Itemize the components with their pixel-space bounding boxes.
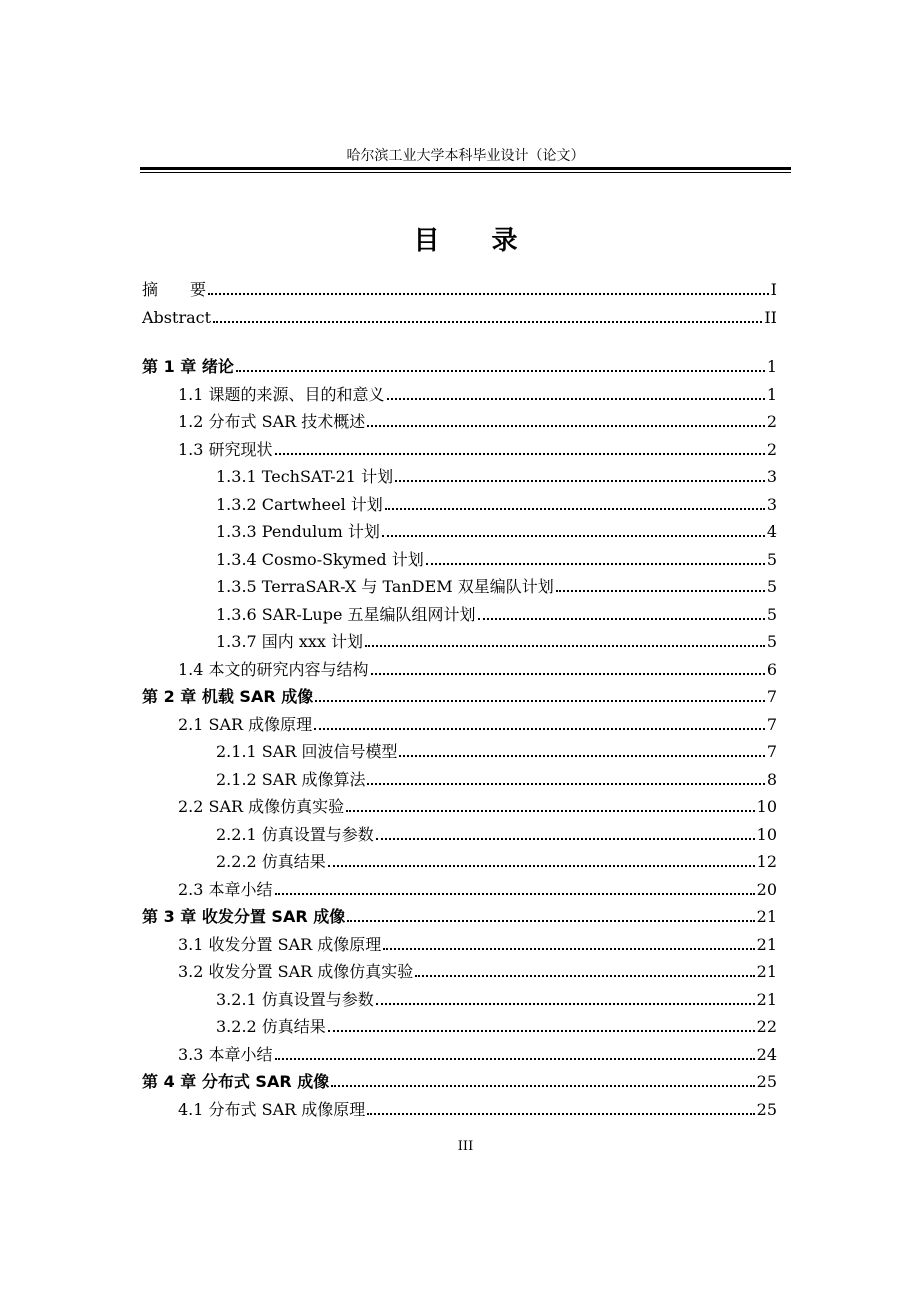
toc-entry-page: 4	[766, 522, 777, 541]
toc-entry-label: 1.3.7 国内 xxx 计划	[216, 632, 364, 651]
toc-entry-label: 第 3 章 收发分置 SAR 成像	[142, 907, 346, 926]
toc-entry[interactable]	[142, 305, 777, 329]
toc-entry-label: 2.1 SAR 成像原理	[178, 714, 313, 734]
toc-leader-dots	[213, 321, 762, 323]
toc-entry-label: 1.3.4 Cosmo-Skymed 计划	[216, 549, 424, 569]
toc-leader-dots	[367, 783, 764, 785]
toc-entry[interactable]	[216, 629, 777, 653]
toc-leader-dots	[371, 673, 765, 675]
toc-entry-label: 1.1 课题的来源、目的和意义	[178, 384, 385, 404]
toc-leader-dots	[556, 590, 765, 592]
toc-entry[interactable]	[178, 437, 777, 461]
toc-leader-dots	[383, 948, 754, 950]
toc-entry-page: 25	[756, 1072, 777, 1091]
toc-entry-label: 1.3.1 TechSAT-21 计划	[216, 467, 394, 486]
toc-entry[interactable]	[216, 987, 777, 1011]
toc-entry-label: 2.1.1 SAR 回波信号模型	[216, 742, 398, 761]
toc-leader-dots	[314, 728, 765, 730]
toc-entry[interactable]	[216, 1014, 777, 1038]
toc-leader-dots	[328, 1030, 755, 1032]
toc-entry-label: 2.2.2 仿真结果	[216, 852, 326, 871]
toc-entry[interactable]	[142, 684, 777, 708]
toc-entry-page: 10	[756, 824, 777, 844]
toc-entry-page: 25	[756, 1099, 777, 1119]
toc-entry-page: 7	[766, 714, 777, 734]
toc-entry[interactable]	[178, 712, 777, 736]
toc-leader-dots	[395, 480, 765, 482]
toc-entry-label: 2.3 本章小结	[178, 879, 273, 899]
toc-entry-label: 2.2.1 仿真设置与参数	[216, 824, 374, 844]
toc-entry-page: 5	[766, 577, 777, 596]
toc-leader-dots	[385, 508, 765, 510]
toc-leader-dots	[346, 810, 754, 812]
toc-leader-dots	[426, 563, 765, 565]
toc-entry-label: 3.2.1 仿真设置与参数	[216, 989, 374, 1009]
toc-entry-page: 21	[756, 934, 777, 954]
toc-leader-dots	[331, 1085, 754, 1087]
toc-entry[interactable]	[216, 822, 777, 846]
toc-entry[interactable]	[178, 877, 777, 901]
toc-entry[interactable]	[216, 849, 777, 873]
toc-leader-dots	[415, 975, 754, 977]
toc-entry[interactable]	[178, 657, 777, 681]
toc-entry[interactable]	[216, 767, 777, 791]
toc-entry-page: 2	[766, 412, 777, 431]
toc-entry-label: 第 2 章 机载 SAR 成像	[142, 687, 314, 706]
toc-entry[interactable]	[216, 574, 777, 598]
toc-entry-page: 3	[766, 467, 777, 486]
toc-leader-dots	[367, 425, 765, 427]
toc-entry-label: 1.3.2 Cartwheel 计划	[216, 494, 383, 514]
toc-leader-dots	[315, 700, 765, 702]
toc-entry-label: 2.2 SAR 成像仿真实验	[178, 797, 345, 816]
toc-leader-dots	[367, 1113, 754, 1115]
toc-entry-page: 21	[756, 907, 777, 926]
toc-entry-page: 21	[756, 989, 777, 1009]
toc-entry-page: 24	[756, 1044, 777, 1064]
toc-entry-page: 3	[766, 494, 777, 514]
toc-entry-label: 1.3.5 TerraSAR-X 与 TanDEM 双星编队计划	[216, 577, 554, 596]
toc-entry[interactable]	[142, 354, 777, 378]
toc-entry-page: 5	[766, 632, 777, 651]
toc-leader-dots	[236, 370, 765, 372]
toc-entry-page: 5	[766, 549, 777, 569]
toc-entry-page: I	[770, 280, 777, 299]
toc-entry-label: 3.3 本章小结	[178, 1044, 273, 1064]
toc-entry[interactable]	[178, 959, 777, 983]
toc-entry[interactable]	[178, 932, 777, 956]
toc-entry[interactable]	[216, 739, 777, 763]
toc-entry[interactable]	[178, 1097, 777, 1121]
toc-entry-page: 10	[756, 797, 777, 816]
toc-entry-page: 7	[766, 742, 777, 761]
toc-entry-label: 第 4 章 分布式 SAR 成像	[142, 1072, 330, 1091]
toc-entry-page: 2	[766, 439, 777, 459]
toc-leader-dots	[365, 645, 765, 647]
toc-entry-label: 3.2 收发分置 SAR 成像仿真实验	[178, 962, 414, 981]
toc-entry[interactable]	[142, 904, 777, 928]
toc-entry-label: 3.2.2 仿真结果	[216, 1017, 326, 1036]
running-header: 哈尔滨工业大学本科毕业设计（论文）	[346, 148, 585, 164]
toc-leader-dots	[382, 535, 765, 537]
toc-entry[interactable]	[178, 409, 777, 433]
toc-leader-dots	[275, 893, 755, 895]
toc-entry[interactable]	[178, 382, 777, 406]
toc-entry[interactable]	[216, 464, 777, 488]
toc-entry-label: 1.3.6 SAR-Lupe 五星编队组网计划	[216, 604, 476, 624]
toc-leader-dots	[376, 838, 755, 840]
toc-leader-dots	[208, 293, 769, 295]
toc-entry-page: 12	[756, 852, 777, 871]
toc-entry-page: 7	[766, 687, 777, 706]
toc-entry-label: 4.1 分布式 SAR 成像原理	[178, 1099, 366, 1119]
toc-leader-dots	[387, 398, 765, 400]
toc-leader-dots	[399, 755, 764, 757]
toc-entry-label: 3.1 收发分置 SAR 成像原理	[178, 934, 382, 954]
toc-entry[interactable]	[142, 1069, 777, 1093]
toc-leader-dots	[478, 618, 765, 620]
toc-entry-label: 1.3 研究现状	[178, 439, 273, 459]
toc-entry-page: 8	[766, 769, 777, 789]
toc-entry-page: 5	[766, 604, 777, 624]
toc-leader-dots	[376, 1003, 755, 1005]
toc-entry-page: 22	[756, 1017, 777, 1036]
toc-leader-dots	[275, 1058, 755, 1060]
toc-entry-label: Abstract	[142, 307, 212, 327]
toc-entry-label: 第 1 章 绪论	[142, 357, 234, 376]
toc-entry[interactable]	[216, 519, 777, 543]
toc-entry-page: 6	[766, 659, 777, 679]
toc-entry-page: 1	[766, 357, 777, 376]
toc-entry[interactable]	[178, 794, 777, 818]
toc-entry-page: 1	[766, 384, 777, 404]
toc-leader-dots	[328, 865, 755, 867]
toc-leader-dots	[347, 920, 754, 922]
toc-entry[interactable]	[142, 277, 777, 301]
toc-entry[interactable]	[178, 1042, 777, 1066]
page-number: III	[457, 1139, 474, 1154]
toc-entry-label: 1.4 本文的研究内容与结构	[178, 659, 369, 679]
toc-entry-page: 21	[756, 962, 777, 981]
toc-leader-dots	[275, 453, 765, 455]
toc-entry-label: 1.2 分布式 SAR 技术概述	[178, 412, 366, 431]
toc-entry[interactable]	[216, 602, 777, 626]
page-title: 目 录	[413, 226, 518, 256]
toc-entry-label: 摘 要	[142, 280, 207, 299]
toc-entry[interactable]	[216, 492, 777, 516]
toc-entry[interactable]	[216, 547, 777, 571]
toc-entry-page: 20	[756, 879, 777, 899]
toc-entry-label: 1.3.3 Pendulum 计划	[216, 522, 380, 541]
toc-entry-label: 2.1.2 SAR 成像算法	[216, 769, 366, 789]
toc-entry-page: II	[764, 307, 777, 327]
